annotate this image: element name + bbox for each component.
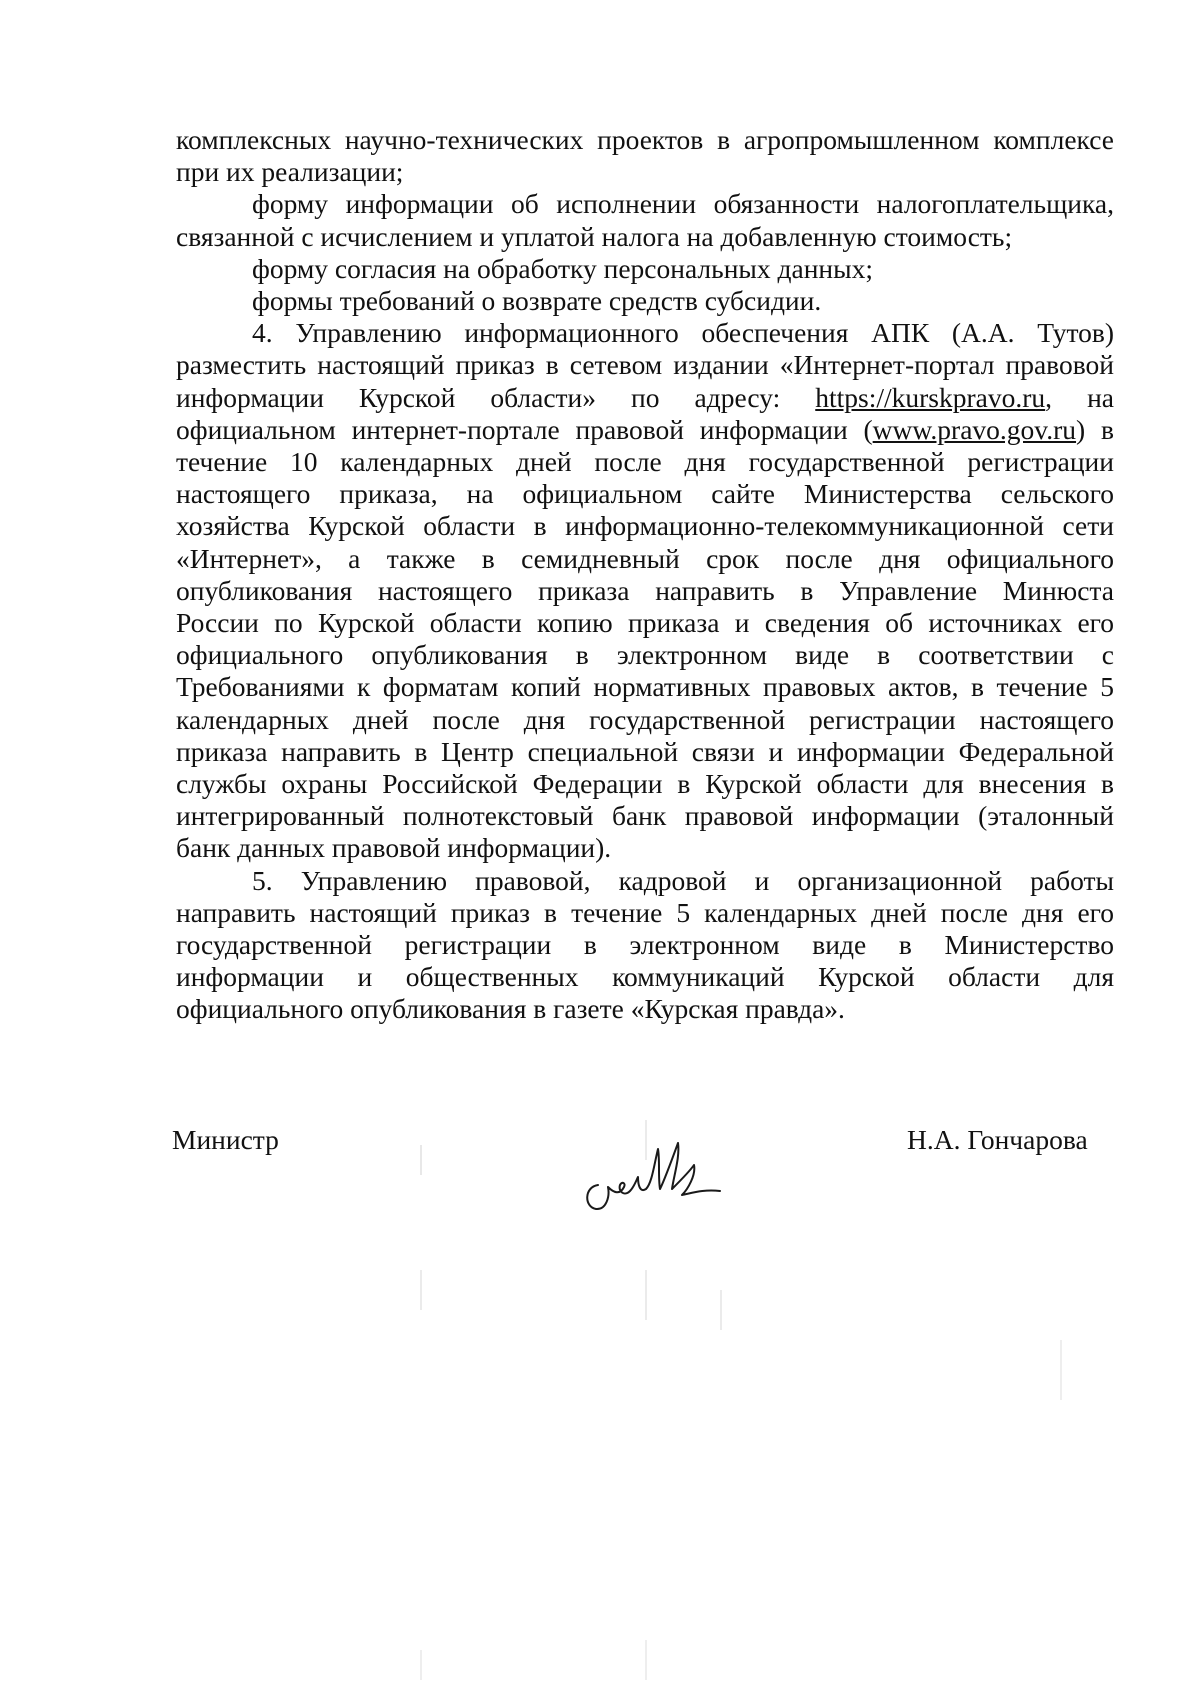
body-line: официального опубликования в электронном виде в соответствии с xyxy=(176,639,1114,671)
handwritten-signature xyxy=(580,1135,730,1215)
document-body xyxy=(176,124,1114,1026)
body-line: «Интернет», а также в семидневный срок после дня официального xyxy=(176,542,1114,574)
body-line: настоящего приказа, на официальном сайте Министерства сельского xyxy=(176,478,1114,510)
body-line-with-link: официальном интернет-портале правовой информации (www.pravo.gov.ru) в xyxy=(176,413,1114,445)
body-line: службы охраны Российской Федерации в Курской области для внесения в xyxy=(176,768,1114,800)
body-line: направить настоящий приказ в течение 5 календарных дней после дня его xyxy=(176,896,1114,928)
scan-artifact xyxy=(420,1270,422,1310)
scan-artifact xyxy=(645,1640,647,1680)
body-line: связанной с исчислением и уплатой налога на добавленную стоимость; xyxy=(176,220,1013,252)
body-line: форму информации об исполнении обязанности налогоплательщика, xyxy=(252,188,1114,220)
body-line: официального опубликования в газете «Курская правда». xyxy=(176,993,845,1025)
body-line: форму согласия на обработку персональных данных; xyxy=(252,252,874,284)
body-line: государственной регистрации в электронном виде в Министерство xyxy=(176,929,1114,961)
scan-artifact xyxy=(645,1120,647,1160)
body-line: 4. Управлению информационного обеспечения АПК (А.А. Тутов) xyxy=(252,317,1114,349)
body-line: 5. Управлению правовой, кадровой и организационной работы xyxy=(252,864,1114,896)
body-line: Требованиями к форматам копий нормативных правовых актов, в течение 5 xyxy=(176,671,1114,703)
scan-artifact xyxy=(645,1270,647,1320)
pravo-gov-link[interactable]: www.pravo.gov.ru xyxy=(872,413,1077,445)
scan-artifact xyxy=(1060,1340,1062,1400)
body-line: разместить настоящий приказ в сетевом издании «Интернет-портал правовой xyxy=(176,349,1114,381)
body-line: течение 10 календарных дней после дня государственной регистрации xyxy=(176,446,1114,478)
scan-artifact xyxy=(420,1145,422,1175)
body-line: хозяйства Курской области в информационно-телекоммуникационной сети xyxy=(176,510,1114,542)
body-line: при их реализации; xyxy=(176,156,404,188)
body-line: банк данных правовой информации). xyxy=(176,832,612,864)
body-line-with-link: информации Курской области» по адресу: https://kurskpravo.ru, на xyxy=(176,381,1114,413)
kurskpravo-link[interactable]: https://kurskpravo.ru xyxy=(815,381,1046,413)
body-line: России по Курской области копию приказа и сведения об источниках его xyxy=(176,607,1114,639)
body-line: информации и общественных коммуникаций Курской области для xyxy=(176,961,1114,993)
signer-position: Министр xyxy=(172,1124,279,1155)
body-line: приказа направить в Центр специальной связи и информации Федеральной xyxy=(176,735,1114,767)
body-line: интегрированный полнотекстовый банк правовой информации (эталонный xyxy=(176,800,1114,832)
signer-name: Н.А. Гончарова xyxy=(907,1124,1088,1155)
body-line: комплексных научно-технических проектов в агропромышленном комплексе xyxy=(176,124,1114,155)
body-line: формы требований о возврате средств субсидии. xyxy=(252,285,822,317)
scan-artifact xyxy=(720,1290,722,1330)
body-line: опубликования настоящего приказа направить в Управление Минюста xyxy=(176,574,1114,606)
scan-artifact xyxy=(420,1650,422,1680)
body-line: календарных дней после дня государственной регистрации настоящего xyxy=(176,703,1114,735)
